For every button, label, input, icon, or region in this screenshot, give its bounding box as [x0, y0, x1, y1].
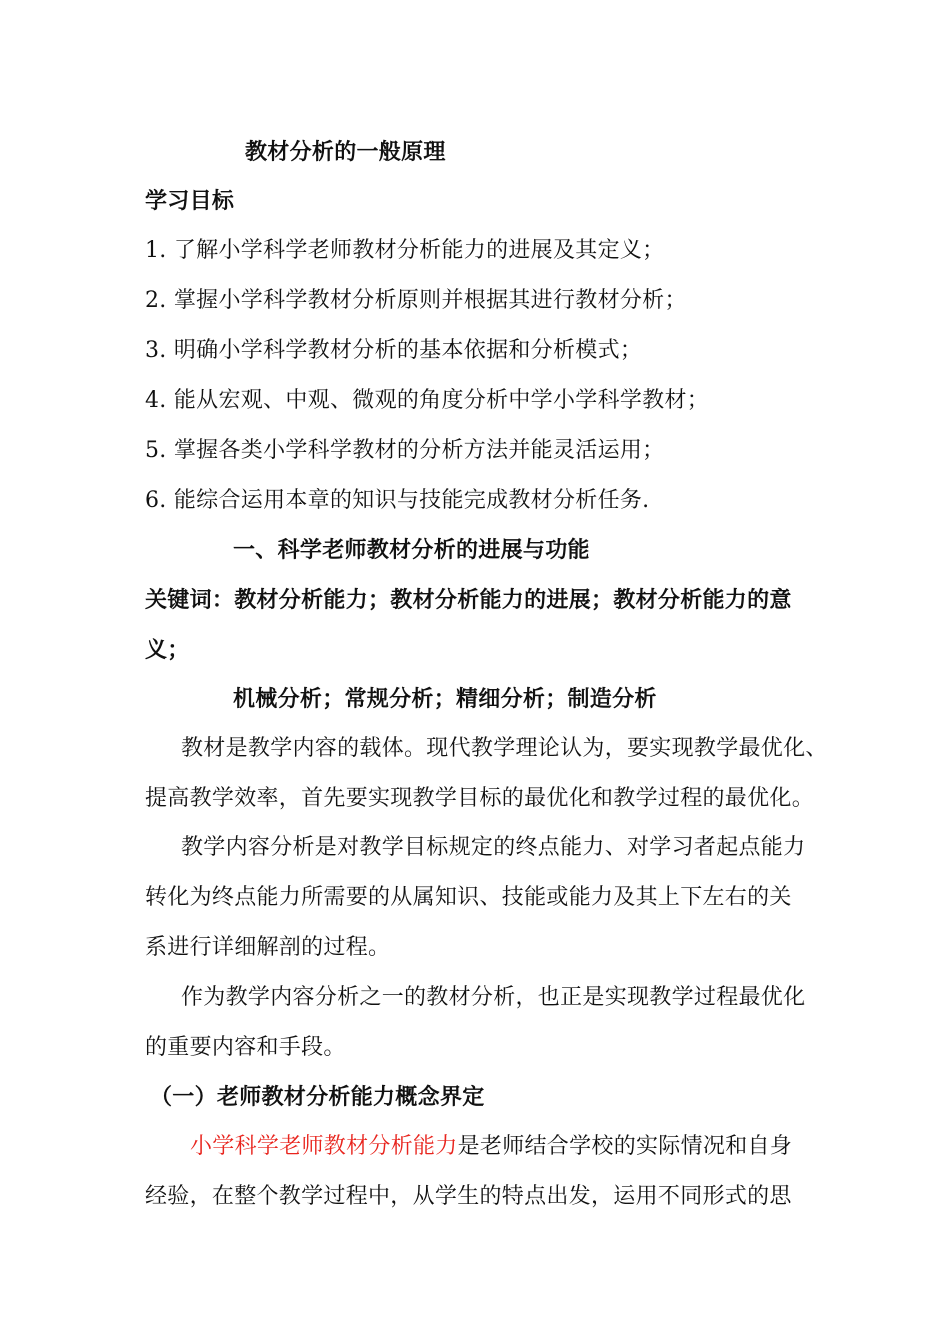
subsection-heading: （一）老师教材分析能力概念界定 [150, 1084, 485, 1110]
keywords-line-3: 机械分析；常规分析；精细分析；制造分析 [233, 686, 657, 712]
objective-item-5: 5. 掌握各类小学科学教材的分析方法并能灵活运用； [145, 438, 665, 463]
paragraph-4-line-2: 经验，在整个教学过程中，从学生的特点出发，运用不同形式的思 [145, 1184, 792, 1209]
paragraph-1-line-1: 教材是教学内容的载体。现代教学理论认为，要实现教学最优化、 [181, 736, 828, 761]
highlighted-term: 小学科学老师教材分析能力 [190, 1134, 458, 1159]
paragraph-2-line-1: 教学内容分析是对教学目标规定的终点能力、对学习者起点能力 [181, 835, 806, 860]
paragraph-4-line-1 [190, 1133, 870, 1161]
paragraph-1-line-2: 提高教学效率，首先要实现教学目标的最优化和教学过程的最优化。 [145, 786, 815, 811]
document-title: 教材分析的一般原理 [245, 139, 446, 165]
objective-item-4: 4. 能从宏观、中观、微观的角度分析中学小学科学教材； [145, 388, 710, 413]
section-heading: 一、科学老师教材分析的进展与功能 [233, 537, 590, 563]
objective-item-6: 6. 能综合运用本章的知识与技能完成教材分析任务. [145, 488, 650, 513]
keywords-line-2: 义； [145, 637, 190, 663]
paragraph-3-line-1: 作为教学内容分析之一的教材分析，也正是实现教学过程最优化 [181, 985, 806, 1010]
paragraph-4-line-1-text: 是老师结合学校的实际情况和自身 [457, 1134, 793, 1159]
objective-item-3: 3. 明确小学科学教材分析的基本依据和分析模式； [145, 338, 643, 363]
keywords-line-1: 关键词：教材分析能力；教材分析能力的进展；教材分析能力的意 [145, 587, 792, 613]
objective-item-1: 1. 了解小学科学老师教材分析能力的进展及其定义； [145, 238, 665, 263]
objective-item-2: 2. 掌握小学科学教材分析原则并根据其进行教材分析； [145, 288, 687, 313]
paragraph-3-line-2: 的重要内容和手段。 [145, 1035, 346, 1060]
objectives-heading: 学习目标 [145, 188, 235, 214]
paragraph-2-line-2: 转化为终点能力所需要的从属知识、技能或能力及其上下左右的关 [145, 885, 792, 910]
paragraph-2-line-3: 系进行详细解剖的过程。 [145, 935, 391, 960]
